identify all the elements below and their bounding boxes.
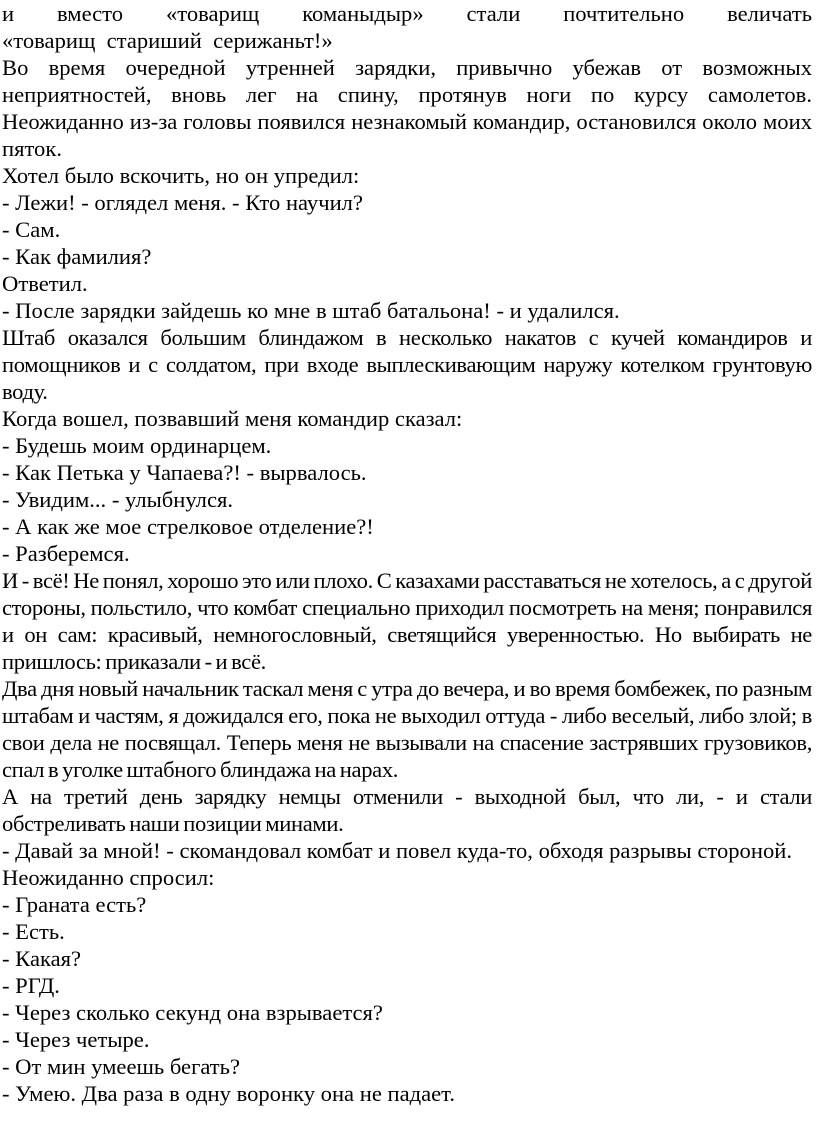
opening-line <box>2 0 812 27</box>
dialogue-line: - Разберемся. <box>2 541 130 566</box>
paragraph: Штаб оказался большим блиндажом в несколько накатов с кучей командиров и помощников и с солдатом, при входе выплескивающим наружу котелком грунтовую воду. <box>2 325 812 404</box>
opening-line-tail: «товарищ стариший серижаньт!» <box>2 28 333 53</box>
dialogue-line: - Как Петька у Чапаева?! - вырвалось. <box>2 460 367 485</box>
dialogue-line: - РГД. <box>2 973 60 998</box>
paragraph: Во время очередной утренней зарядки, привычно убежав от возможных неприятностей, вновь лег на спину, протянув ноги по курсу самолетов. Неожиданно из-за головы появился незнакомый командир, остановился около моих пяток. <box>2 55 812 161</box>
dialogue-line: - Через сколько секунд она взрывается? <box>2 1000 383 1025</box>
word: и <box>2 1 15 26</box>
word: величать <box>727 1 812 26</box>
dialogue-line: - Как фамилия? <box>2 244 152 269</box>
dialogue-line: - Будешь моим ординарцем. <box>2 433 272 458</box>
paragraph: И - всё! Не понял, хорошо это или плохо. С казахами расставаться не хотелось, а с другой стороны, польстило, что комбат специально приходил посмотреть на меня; понравился и он сам: красивый, немногословный, светящийся уверенностью. Но выбирать не пришлось: приказали - и всё. <box>2 568 812 674</box>
paragraph: Два дня новый начальник таскал меня с утра до вечера, и во время бомбежек, по разным штабам и частям, я дожидался его, пока не выходил оттуда - либо веселый, либо злой; в свои дела не посвящал. Теперь меня не вызывали на спасение застрявших грузовиков, спал в уголке штабного блиндажа на нарах. <box>2 676 812 782</box>
dialogue-line: - Умею. Два раза в одну воронку она не падает. <box>2 1081 455 1106</box>
word: команыдыр» <box>302 1 424 26</box>
paragraph: Неожиданно спросил: <box>2 865 215 890</box>
dialogue-line: - Сам. <box>2 217 61 242</box>
paragraph: Хотел было вскочить, но он упредил: <box>2 163 360 188</box>
paragraph: - Давай за мной! - скомандовал комбат и повел куда-то, обходя разрывы стороной. <box>2 838 792 863</box>
paragraph: Ответил. <box>2 271 88 296</box>
word: почтительно <box>563 1 685 26</box>
word: «товарищ <box>165 1 260 26</box>
dialogue-line: - После зарядки зайдешь ко мне в штаб батальона! - и удалился. <box>2 298 620 323</box>
dialogue-line: - Через четыре. <box>2 1027 150 1052</box>
word: стали <box>466 1 521 26</box>
paragraph: Когда вошел, позвавший меня командир сказал: <box>2 406 463 431</box>
word: вместо <box>56 1 124 26</box>
dialogue-line: - Увидим... - улыбнулся. <box>2 487 234 512</box>
dialogue-line: - Лежи! - оглядел меня. - Кто научил? <box>2 190 363 215</box>
dialogue-line: - От мин умеешь бегать? <box>2 1054 240 1079</box>
paragraph: А на третий день зарядку немцы отменили - выходной был, что ли, - и стали обстреливать наши позиции минами. <box>2 784 812 836</box>
dialogue-line: - Какая? <box>2 946 82 971</box>
dialogue-line: - Граната есть? <box>2 892 147 917</box>
dialogue-line: - А как же мое стрелковое отделение?! <box>2 514 374 539</box>
dialogue-line: - Есть. <box>2 919 65 944</box>
